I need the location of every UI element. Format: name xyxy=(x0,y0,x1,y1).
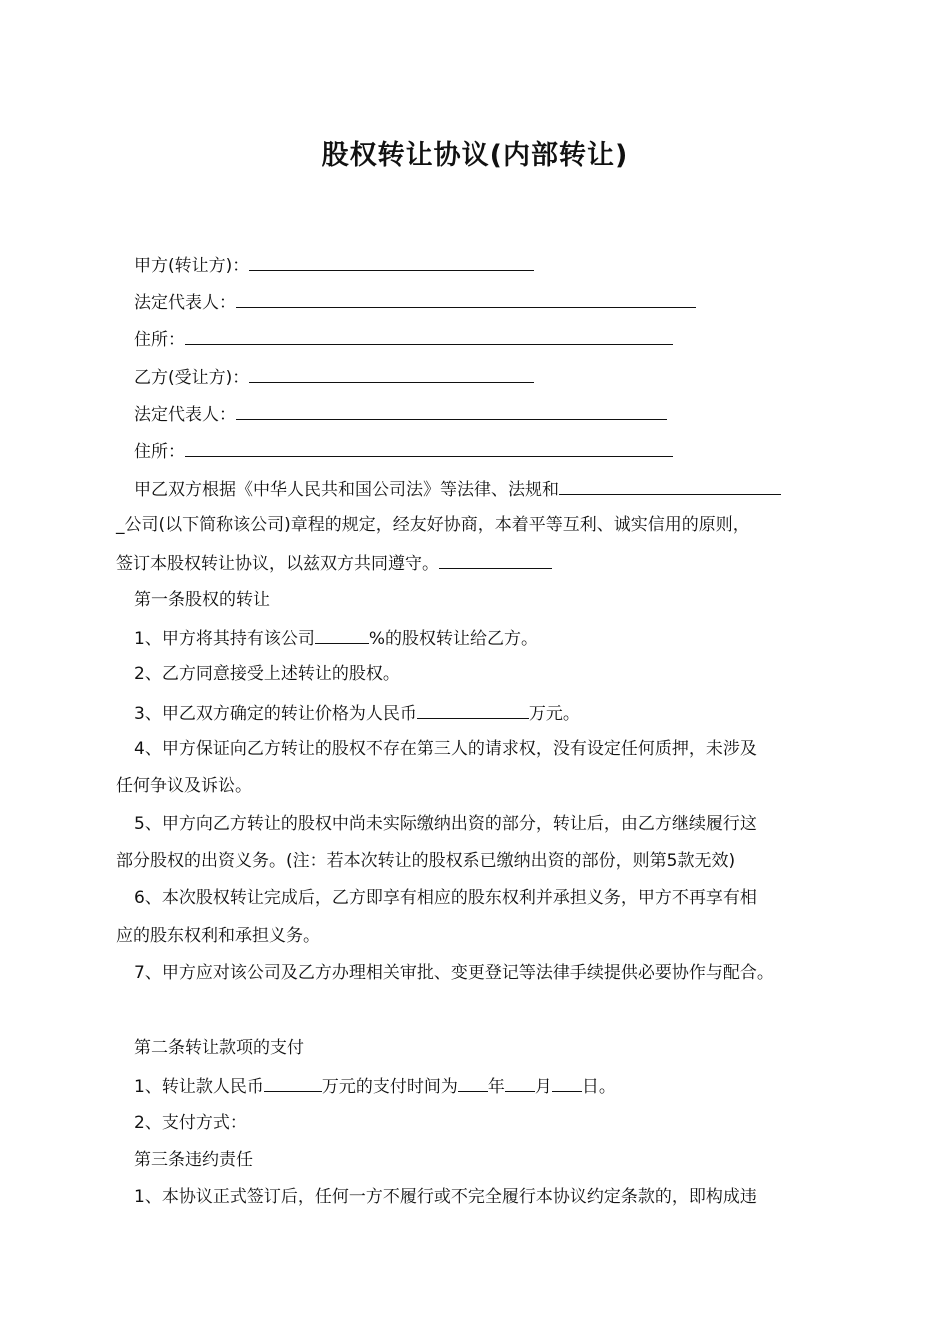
party-a-line xyxy=(134,252,534,278)
party-a-rep-line xyxy=(134,289,696,315)
article-1-item-4-line-2: 任何争议及诉讼。 xyxy=(116,776,252,796)
party-b-rep-label: 法定代表人： xyxy=(134,405,236,425)
party-b-label: 乙方(受让方)： xyxy=(134,368,250,388)
party-b-line xyxy=(134,364,534,390)
article-1-item-5-line-2: 部分股权的出资义务。(注：若本次转让的股权系已缴纳出资的部份，则第5款无效) xyxy=(116,851,736,871)
article-2-item-1-day-text: 日。 xyxy=(581,1077,616,1097)
article-1-item-6-line-1: 6、本次股权转让完成后，乙方即享有相应的股东权利并承担义务，甲方不再享有相 xyxy=(134,888,757,908)
article-2-item-1-month-text: 月 xyxy=(534,1077,552,1097)
article-1-item-3-text-a: 3、甲乙双方确定的转让价格为人民币 xyxy=(134,704,417,724)
preamble-text-1: 甲乙双方根据《中华人民共和国公司法》等法律、法规和 xyxy=(134,480,559,500)
article-1-item-3-text-b: 万元。 xyxy=(528,704,580,724)
article-1-heading: 第一条股权的转让 xyxy=(134,590,270,610)
article-1-item-1-text-a: 1、甲方将其持有该公司 xyxy=(134,629,315,649)
share-percent-blank[interactable] xyxy=(315,625,369,644)
document-title: 股权转让协议(内部转让) xyxy=(321,140,629,171)
preamble-text-2: _公司(以下简称该公司)章程的规定，经友好协商，本着平等互利、诚实信用的原则， xyxy=(116,515,750,535)
payment-amount-blank[interactable] xyxy=(264,1073,322,1092)
party-b-address-line xyxy=(134,438,673,464)
payment-year-blank[interactable] xyxy=(458,1073,488,1092)
article-2-heading: 第二条转让款项的支付 xyxy=(134,1038,304,1058)
article-1-item-2: 2、乙方同意接受上述转让的股权。 xyxy=(134,664,400,684)
article-1-item-3 xyxy=(134,700,580,726)
article-1-item-1 xyxy=(134,625,538,651)
party-b-blank[interactable] xyxy=(249,364,534,383)
company-name-blank[interactable] xyxy=(559,476,781,495)
payment-month-blank[interactable] xyxy=(505,1073,535,1092)
party-a-address-label: 住所： xyxy=(134,330,185,350)
party-b-address-blank[interactable] xyxy=(185,438,673,457)
article-2-item-1-text-b: 万元的支付时间为 xyxy=(321,1077,458,1097)
article-3-item-1-line-1: 1、本协议正式签订后，任何一方不履行或不完全履行本协议约定条款的，即构成违 xyxy=(134,1187,757,1207)
article-2-item-1-year-text: 年 xyxy=(487,1077,505,1097)
article-1-item-4-line-1: 4、甲方保证向乙方转让的股权不存在第三人的请求权，没有设定任何质押，未涉及 xyxy=(134,739,757,759)
payment-day-blank[interactable] xyxy=(552,1073,582,1092)
article-2-item-2: 2、支付方式： xyxy=(134,1113,247,1133)
preamble-line-2 xyxy=(116,513,750,537)
article-3-heading: 第三条违约责任 xyxy=(134,1150,253,1170)
preamble-line-3 xyxy=(116,550,552,576)
preamble-line-1 xyxy=(134,476,781,502)
party-a-rep-label: 法定代表人： xyxy=(134,293,236,313)
article-2-item-1-text-a: 1、转让款人民币 xyxy=(134,1077,264,1097)
party-a-rep-blank[interactable] xyxy=(236,289,696,308)
article-1-item-6-line-2: 应的股东权利和承担义务。 xyxy=(116,926,320,946)
party-a-address-line xyxy=(134,326,673,352)
transfer-price-blank[interactable] xyxy=(417,700,529,719)
party-a-address-blank[interactable] xyxy=(185,326,673,345)
preamble-trailing-blank[interactable] xyxy=(439,550,552,569)
party-b-address-label: 住所： xyxy=(134,442,185,462)
article-2-item-1 xyxy=(134,1073,616,1099)
article-1-item-1-text-b: %的股权转让给乙方。 xyxy=(368,629,538,649)
party-b-rep-line xyxy=(134,401,667,427)
party-a-label: 甲方(转让方)： xyxy=(134,256,250,276)
party-a-blank[interactable] xyxy=(249,252,534,271)
article-1-item-5-line-1: 5、甲方向乙方转让的股权中尚未实际缴纳出资的部分，转让后，由乙方继续履行这 xyxy=(134,814,757,834)
preamble-text-3: 签订本股权转让协议，以兹双方共同遵守。 xyxy=(116,554,439,574)
party-b-rep-blank[interactable] xyxy=(236,401,667,420)
article-1-item-7: 7、甲方应对该公司及乙方办理相关审批、变更登记等法律手续提供必要协作与配合。 xyxy=(134,963,774,983)
